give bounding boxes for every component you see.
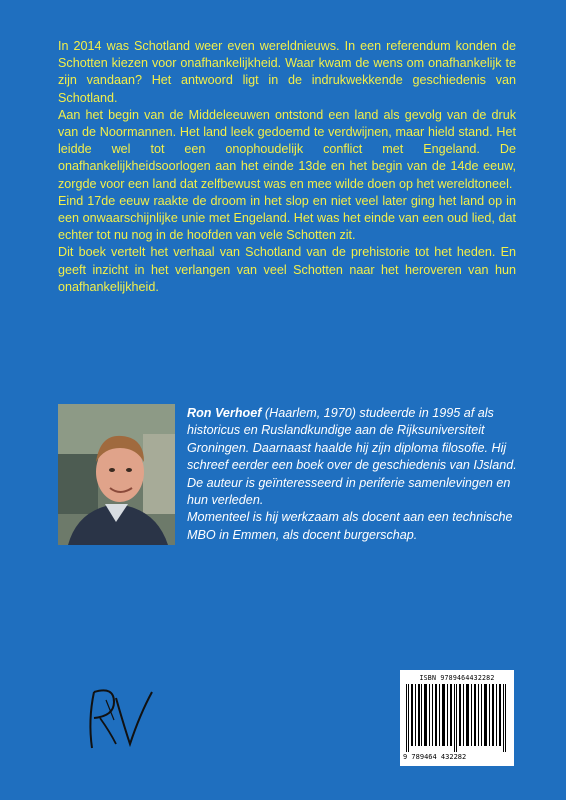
author-bio [187,405,527,544]
blurb-paragraph: Dit boek vertelt het verhaal van Schotland van de prehistorie tot het heden. En geeft inzicht in het verlangen van veel Schotten naar het heroveren van hun onafhankelijkheid. [58,245,516,294]
isbn-bottom-digits: 9 789464 432282 [403,753,467,761]
author-photo [58,404,175,545]
author-portrait-image [58,404,175,545]
blurb-paragraph: In 2014 was Schotland weer even wereldnieuws. In een referendum konden de Schotten kiezen voor onafhankelijkheid. Waar kwam de wens om onafhankelijk te zijn vandaan? Het antwoord ligt in de indrukwekkende geschiedenis van Schotland. [58,39,516,105]
author-bio-text: (Haarlem, 1970) studeerde in 1995 af als historicus en Ruslandkundige aan de Rijksuniversiteit Groningen. Daarnaast haalde hij zijn diploma filosofie. Hij schreef eerder een boek over de geschiedenis van IJsland. De auteur is geïnteresseerd in periferie samenlevingen en hun verleden. [187,406,517,508]
blurb-paragraph: Eind 17de eeuw raakte de droom in het slop en niet veel later ging het land op in een onwaarschijnlijke unie met Engeland. Het was het einde van een oud lied, dat echter tot nu nog in de hoofden van vele Schotten zit. [58,193,516,243]
author-name: Ron Verhoef [187,406,262,420]
blurb-paragraph: Aan het begin van de Middeleeuwen ontstond een land als gevolg van de druk van de Noormannen. Het land leek gedoemd te verdwijnen, maar hield stand. Het leidde wel tot een onophoudelijk conflict met Engeland. De onafhankelijkheidsoorlogen aan het einde 13de en het begin van de 14de eeuw, zorgde voor een land dat zelfbewust was en mee wilde doen op het wereldtoneel. [58,107,516,191]
isbn-barcode [400,670,514,766]
back-cover-blurb [58,38,516,296]
barcode-icon [406,684,508,752]
isbn-top-label: ISBN 9789464432282 [419,674,495,682]
publisher-logo-icon [80,680,160,750]
author-bio-text-2: Momenteel is hij werkzaam als docent aan een technische MBO in Emmen, als docent burgerschap. [187,510,513,542]
